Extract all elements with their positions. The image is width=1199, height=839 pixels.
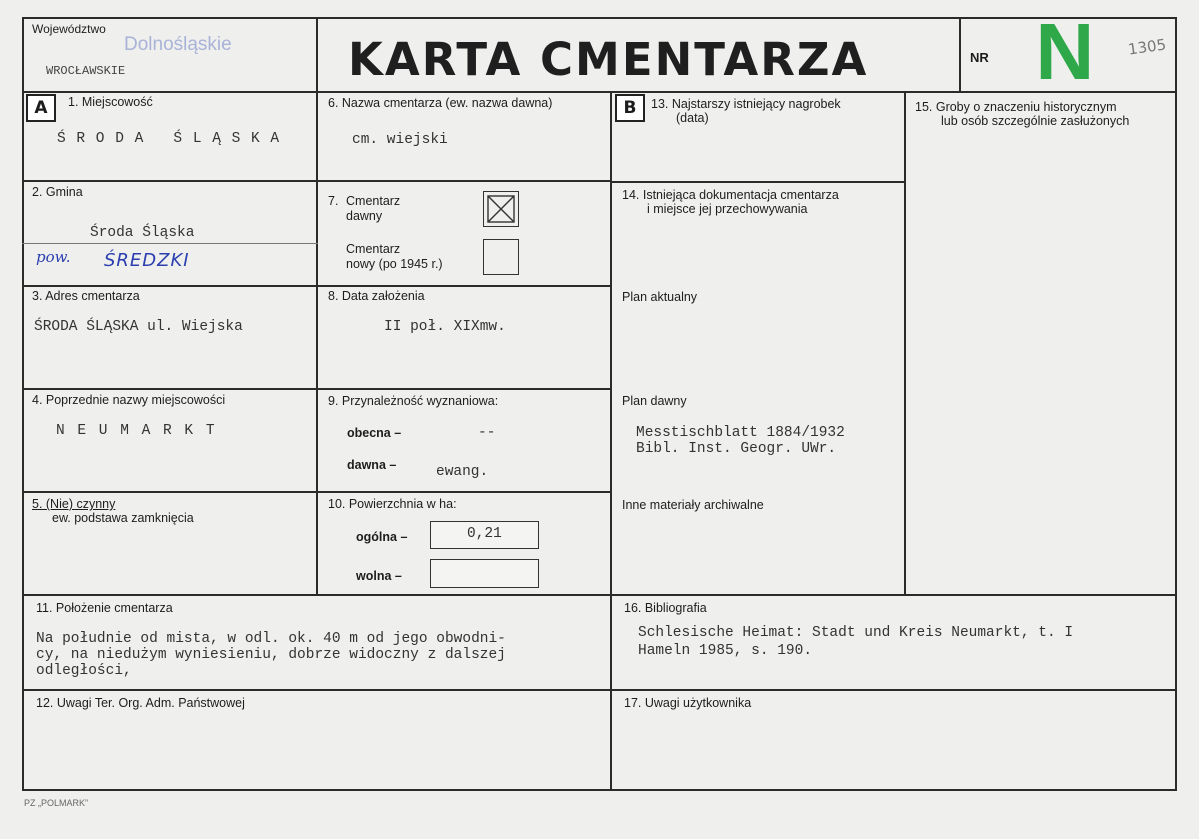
row-rule-6 [22,594,1177,596]
field-3-value: ŚRODA ŚLĄSKA ul. Wiejska [34,319,243,335]
section-b-marker: B [615,94,645,122]
field-9-obecna-value: -- [478,425,496,441]
field-15-label-1: 15. Groby o znaczeniu historycznym [915,100,1117,114]
row-rule-5 [22,491,612,493]
field-6-value: cm. wiejski [352,132,448,148]
area-total-value: 0,21 [467,526,502,542]
header-div-1 [316,17,318,93]
field-11-line-3: odległości, [36,663,132,679]
frame-top [22,17,1176,19]
field-9-dawna-label: dawna – [347,458,397,472]
field-2-pow-value: ŚREDZKI [104,250,190,271]
field-8-label: 8. Data założenia [328,289,425,303]
row-rule-1-mid [316,180,612,182]
field-11-label: 11. Położenie cmentarza [36,601,173,615]
field-5-label-1: 5. (Nie) czynny [32,497,116,511]
field-7-nowy-2: nowy (po 1945 r.) [346,257,443,271]
cmentarz-dawny-checkbox[interactable] [483,191,519,227]
field-4-label: 4. Poprzednie nazwy miejscowości [32,393,226,407]
field-10-label: 10. Powierzchnia w ha: [328,497,457,511]
field-14-label-1: 14. Istniejąca dokumentacja cmentarza [622,188,839,202]
field-10-wolna-label: wolna – [356,569,402,583]
printer-mark: PZ „POLMARK” [24,798,89,808]
field-7-label: 7. [328,194,339,208]
wojewodztwo-value: WROCŁAWSKIE [46,64,126,78]
field-9-obecna-label: obecna – [347,426,402,440]
field-13-label-1: 13. Najstarszy istniejący nagrobek [651,97,841,111]
row-rule-3 [22,285,612,287]
frame-left [22,17,24,791]
area-free-field[interactable] [430,559,539,588]
field-17-label: 17. Uwagi użytkownika [624,696,752,710]
header-div-2 [959,17,961,93]
row-rule-2-thin [22,243,318,244]
field-2-pow-label: pow. [36,248,71,266]
field-16-line-2: Hameln 1985, s. 190. [638,643,813,659]
plan-dawny-line-1: Messtischblatt 1884/1932 [636,425,845,441]
area-total-field[interactable] [430,521,539,549]
row-rule-1-b [610,181,906,183]
card-title: KARTA CMENTARZA [348,33,869,86]
field-6-label: 6. Nazwa cmentarza (ew. nazwa dawna) [328,96,553,110]
nr-letter: N [1035,7,1095,96]
field-2-value: Środa Śląska [90,225,195,241]
nr-label: NR [970,50,989,65]
col-div-3 [904,91,906,596]
wojewodztwo-label: Województwo [32,22,106,36]
frame-right [1175,17,1177,791]
field-16-line-1: Schlesische Heimat: Stadt und Kreis Neumarkt, t. I [638,625,1074,641]
field-16-label: 16. Bibliografia [624,601,707,615]
field-14-label-2: i miejsce jej przechowywania [647,202,808,216]
field-5-label-2: ew. podstawa zamknięcia [52,511,194,525]
inne-materialy-label: Inne materiały archiwalne [622,498,764,512]
field-8-value: II poł. XIXmw. [384,319,506,335]
field-9-dawna-value: ewang. [436,464,489,480]
field-15-label-2: lub osób szczególnie zasłużonych [941,114,1130,128]
field-10-ogolna-label: ogólna – [356,530,408,544]
field-3-label: 3. Adres cmentarza [32,289,140,303]
cmentarz-nowy-checkbox[interactable] [483,239,519,275]
field-11-line-2: cy, na niedużym wyniesieniu, dobrze widoczny z dalszej [36,647,506,663]
col-div-2 [610,91,612,791]
field-2-label: 2. Gmina [32,185,83,199]
field-7-nowy-1: Cmentarz [346,242,401,256]
plan-dawny-label: Plan dawny [622,394,687,408]
row-rule-1 [22,180,318,182]
row-rule-7 [22,689,1177,691]
field-12-label: 12. Uwagi Ter. Org. Adm. Państwowej [36,696,245,710]
field-13-label-2: (data) [676,111,709,125]
wojewodztwo-stamp: Dolnośląskie [124,34,232,55]
field-1-value: Ś R O D A Ś L Ą S K A [57,131,281,147]
field-9-label: 9. Przynależność wyznaniowa: [328,394,499,408]
col-div-1 [316,91,318,596]
plan-aktualny-label: Plan aktualny [622,290,698,304]
frame-bottom [22,789,1177,791]
check-cross-icon [484,192,518,226]
field-7-dawny-1: Cmentarz [346,194,401,208]
section-a-marker: A [26,94,56,122]
field-1-label: 1. Miejscowość [68,95,153,109]
field-4-value: N E U M A R K T [56,423,217,439]
plan-dawny-line-2: Bibl. Inst. Geogr. UWr. [636,441,837,457]
field-7-dawny-2: dawny [346,209,383,223]
nr-number: 1305 [1126,35,1168,59]
row-rule-4 [22,388,612,390]
header-rule [22,91,1177,93]
field-11-line-1: Na południe od mista, w odl. ok. 40 m od jego obwodni- [36,631,506,647]
